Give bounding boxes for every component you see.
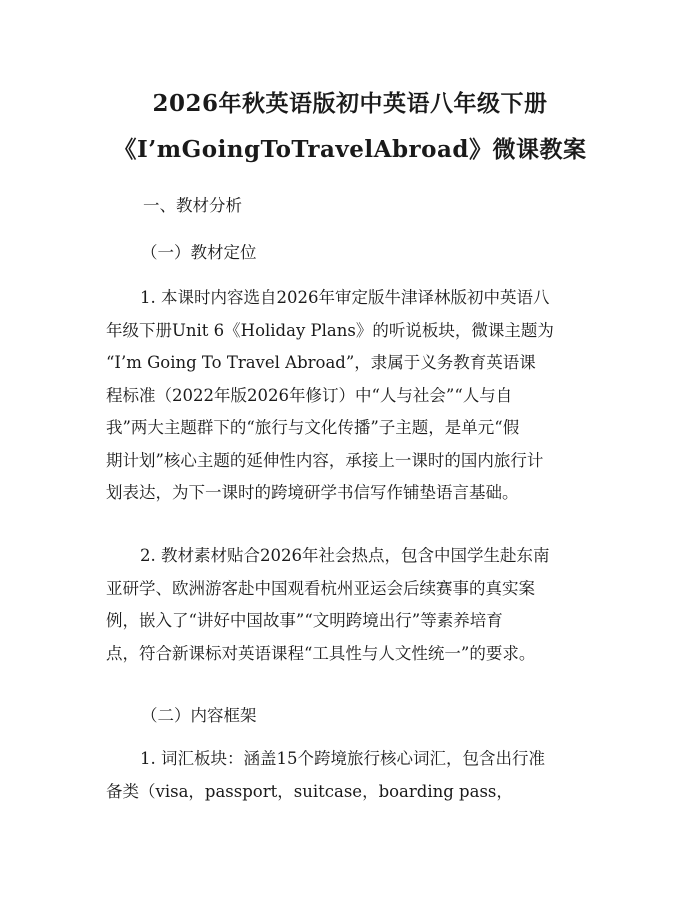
section-heading-textbook-analysis: 一、教材分析 [143,196,242,215]
paragraph-line: 1. 词汇板块：涵盖15个跨境旅行核心词汇，包含出行准 [140,749,545,768]
paragraph-line: 1. 本课时内容选自2026年审定版牛津译林版初中英语八 [140,288,550,307]
document-title-line-2: 《I’mGoingToTravelAbroad》微课教案 [113,136,587,163]
paragraph-line: 我”两大主题群下的“旅行与文化传播”子主题，是单元“假 [106,418,520,437]
paragraph-line: “I’m Going To Travel Abroad”，隶属于义务教育英语课 [106,353,536,372]
paragraph-line: 程标准（2022年版2026年修订）中“人与社会”“人与自 [106,385,513,405]
paragraph-vocabulary-block [106,743,606,808]
paragraph-textbook-positioning [106,282,606,510]
subsection-heading-positioning: （一）教材定位 [141,243,257,262]
paragraph-line: 年级下册Unit 6《Holiday Plans》的听说板块，微课主题为 [106,320,554,340]
paragraph-line: 2. 教材素材贴合2026年社会热点，包含中国学生赴东南 [140,546,550,565]
paragraph-line: 备类（visa，passport，suitcase，boarding pass， [106,781,513,801]
document-title-line-1: 2026年秋英语版初中英语八年级下册 [152,90,548,117]
paragraph-line: 划表达，为下一课时的跨境研学书信写作铺垫语言基础。 [106,483,519,502]
subsection-heading-content-framework: （二）内容框架 [141,706,257,725]
paragraph-line: 点，符合新课标对英语课程“工具性与人文性统一”的要求。 [106,643,536,663]
paragraph-line: 期计划”核心主题的延伸性内容，承接上一课时的国内旅行计 [106,450,544,470]
paragraph-material-hotspots [106,540,606,670]
paragraph-line: 例，嵌入了“讲好中国故事”“文明跨境出行”等素养培育 [106,611,503,630]
paragraph-line: 亚研学、欧洲游客赴中国观看杭州亚运会后续赛事的真实案 [106,578,535,598]
